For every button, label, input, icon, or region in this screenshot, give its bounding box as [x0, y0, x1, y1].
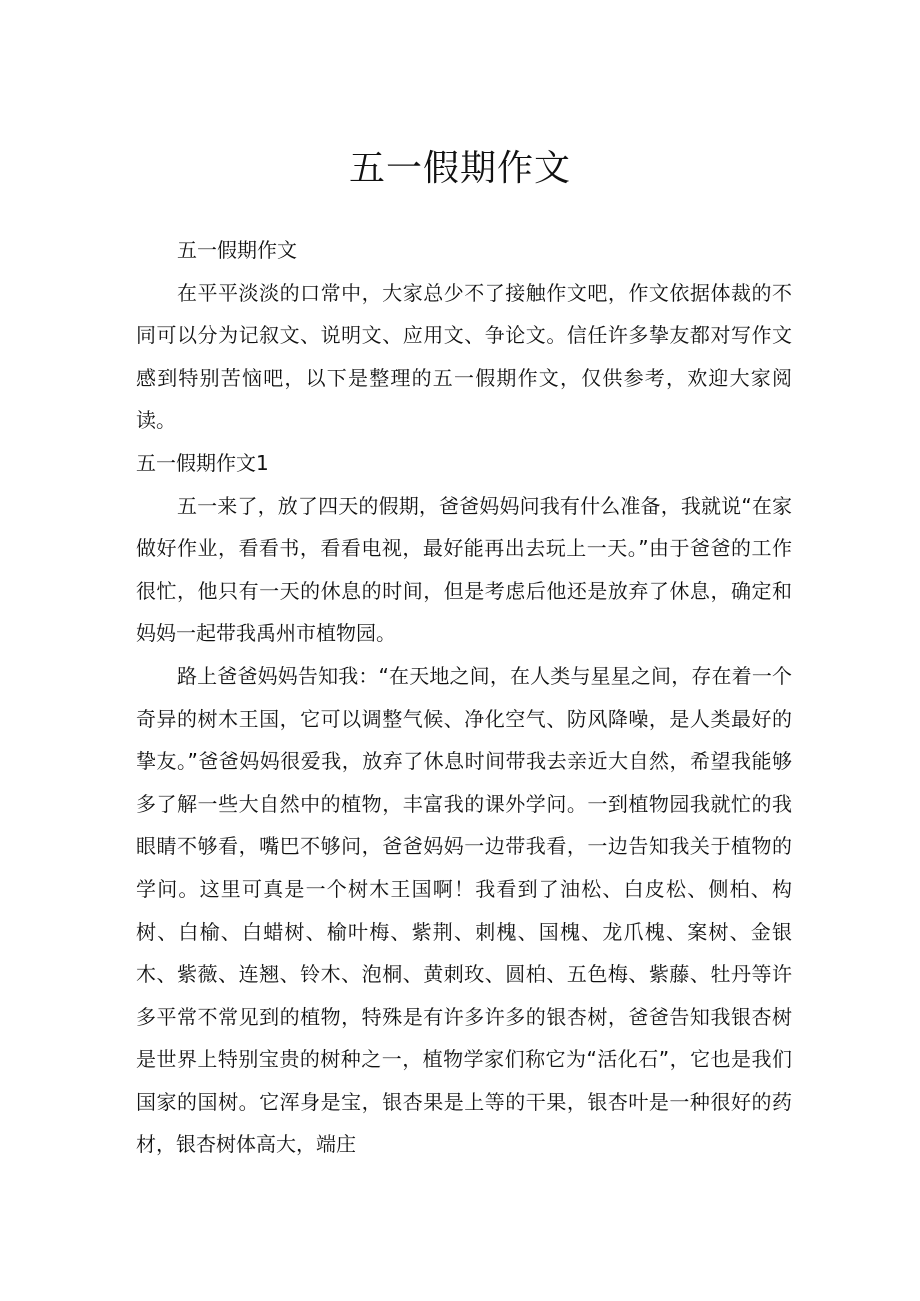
- document-body: [136, 229, 792, 1166]
- paragraph-body: 五一来了，放了四天的假期，爸爸妈妈问我有什么准备，我就说“在家做好作业，看看书，看看电视，最好能再出去玩上一天。”由于爸爸的工作很忙，他只有一天的休息的时间，但是考虑后他还是放弃了休息，确定和妈妈一起带我禹州市植物园。: [136, 493, 792, 646]
- document-title: 五一假期作文: [348, 148, 571, 189]
- paragraph-intro: 在平平淡淡的口常中，大家总少不了接触作文吧，作文依据体裁的不同可以分为记叙文、说明文、应用文、争论文。信任许多挚友都对写作文感到特别苦恼吧，以下是整理的五一假期作文，仅供参考，欢迎大家阅读。: [136, 280, 792, 433]
- paragraph-subtitle: 五一假期作文: [177, 238, 297, 262]
- paragraph-body: 路上爸爸妈妈告知我：“在天地之间，在人类与星星之间，存在着一个奇异的树木王国，它可以调整气候、净化空气、防风降噪，是人类最好的挚友。”爸爸妈妈很爱我，放弃了休息时间带我去亲近大自然，希望我能够多了解一些大自然中的植物，丰富我的课外学问。一到植物园我就忙的我眼睛不够看，嘴巴不够问，爸爸妈妈一边带我看，一边告知我关于植物的学问。这里可真是一个树木王国啊！我看到了油松、白皮松、侧柏、构树、白榆、白蜡树、榆叶梅、紫荆、刺槐、国槐、龙爪槐、案树、金银木、紫薇、连翘、铃木、泡桐、黄刺玫、圆柏、五色梅、紫藤、牡丹等许多平常不常见到的植物，特殊是有许多许多的银杏树，爸爸告知我银杏树是世界上特别宝贵的树种之一，植物学家们称它为“活化石”，它也是我们国家的国树。它浑身是宝，银杏果是上等的干果，银杏叶是一种很好的药材，银杏树体高大，端庄: [136, 663, 792, 1157]
- section-heading-essay-1: 五一假期作文1: [136, 450, 269, 475]
